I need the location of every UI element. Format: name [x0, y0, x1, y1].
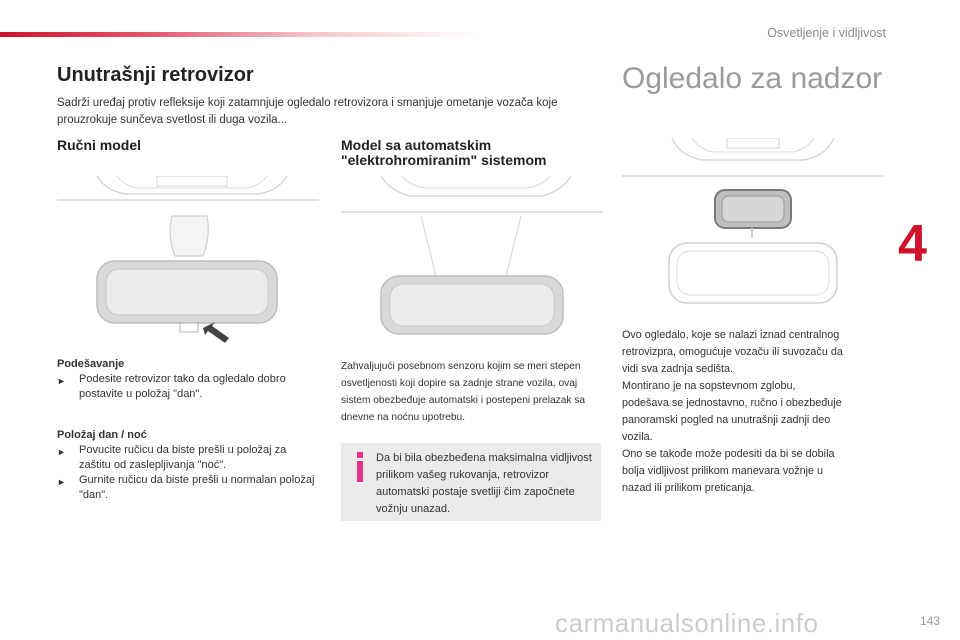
bullet-icon: ►	[57, 477, 66, 487]
info-text: Da bi bila obezbeđena maksimalna vidljivost prilikom vašeg rukovanja, retrovizor automatski postaje svetliji čim započnete vožnju unazad.	[376, 452, 592, 515]
bullet-icon: ►	[57, 376, 66, 386]
manual-mirror-illustration	[57, 176, 319, 346]
info-box	[341, 443, 601, 521]
page-number: 143	[919, 614, 940, 628]
manual-adjust-block	[57, 357, 319, 402]
chapter-number: 4	[898, 215, 927, 273]
section-title: Osvetljenje i vidljivost	[767, 26, 886, 40]
surveillance-mirror-illustration	[622, 138, 884, 318]
intro-text: Sadrži uređaj protiv refleksije koji zatamnjuje ogledalo retrovizora i smanjuje ometanje vozača koje prouzrokuje sunčeva svetlost ili duga vozila...	[57, 97, 558, 126]
auto-mirror-illustration	[341, 176, 603, 341]
manual-daynight-block	[57, 428, 319, 503]
auto-description: Zahvaljujući posebnom senzoru kojim se meri stepen osvetljenosti koji dopire sa zadnje strane vozila, ovaj sistem obezbeđuje automatski i postepeni prelazak sa dnevne na noćnu upotrebu.	[341, 361, 586, 423]
surveillance-description: Ovo ogledalo, koje se nalazi iznad centralnog retrovizpra, omogućuje vozaču ili suvozaču da vidi sva zadnja sedišta. Montirano je na sopstevnom zglobu, podešava se jednostavno, ručno i obezbeđuje panoramski pogled na unutrašnji zadnji deo vozila. Ono se takođe može podesiti da bi se dobila bolja vidljivost prilikom manevara vožnje u nazad ili prilikom preticanja.	[622, 329, 843, 494]
arrow-icon	[203, 322, 229, 343]
page-title: Unutrašnji retrovizor	[57, 64, 254, 86]
adjust-heading: Podešavanje	[57, 358, 125, 370]
list-item: ► Povucite ručicu da biste prešli u položaj za zaštitu od zaslepljivanja "noć".	[57, 444, 287, 471]
auto-model-heading	[341, 138, 546, 168]
list-item: ► Podesite retrovizor tako da ogledalo dobro postavite u položaj "dan".	[57, 373, 286, 400]
manual-model-heading: Ručni model	[57, 137, 142, 153]
header-accent-bar	[0, 32, 480, 37]
surveillance-mirror-title: Ogledalo za nadzor	[622, 62, 883, 95]
daynight-heading: Položaj dan / noć	[57, 429, 147, 441]
bullet-icon: ►	[57, 447, 66, 457]
info-icon	[353, 452, 367, 482]
watermark: carmanualsonline.info	[555, 608, 819, 638]
auto-heading-line2: "elektrohromiranim" sistemom	[341, 152, 547, 168]
auto-heading-line1: Model sa automatskim	[341, 137, 492, 153]
list-item: ► Gurnite ručicu da biste prešli u normalan položaj "dan".	[57, 474, 315, 501]
